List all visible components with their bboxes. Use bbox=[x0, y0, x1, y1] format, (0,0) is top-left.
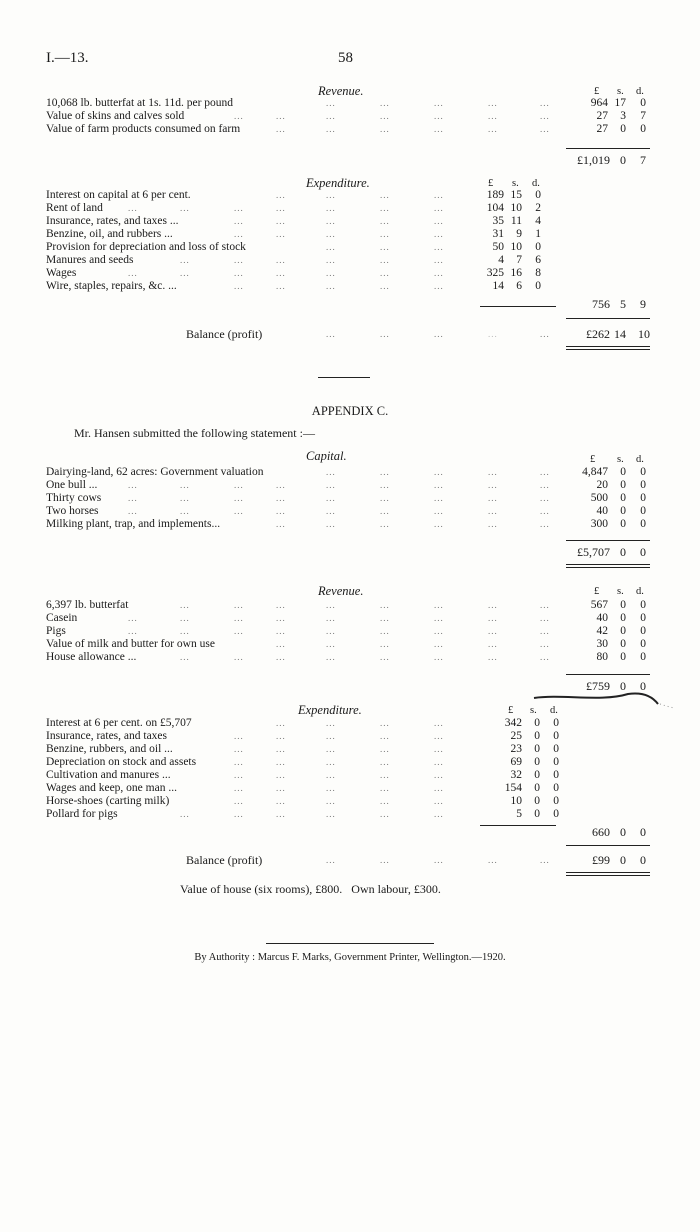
shillings-value: 11 bbox=[510, 215, 522, 227]
row-label: Pollard for pigs bbox=[46, 808, 118, 820]
leader-dots: ... ... ... ... ... ... ... ... ... bbox=[128, 480, 550, 490]
revenue-total-row bbox=[0, 154, 700, 167]
row-label: Interest on capital at 6 per cent. bbox=[46, 189, 191, 201]
appendix-intro: Mr. Hansen submitted the following statement :— bbox=[74, 426, 315, 440]
leader-dots: ... ... ... ... ... ... ... ... ... bbox=[128, 506, 550, 516]
pence-value: 4 bbox=[535, 215, 541, 227]
row-label: Manures and seeds bbox=[46, 254, 134, 266]
pounds-value: 342 bbox=[504, 717, 522, 729]
shillings-value: 0 bbox=[620, 625, 626, 637]
leader-dots: ... ... ... ... ... bbox=[234, 744, 444, 754]
shillings-value: 0 bbox=[620, 123, 626, 135]
row-label: Insurance, rates, and taxes bbox=[46, 730, 168, 742]
rule bbox=[566, 845, 650, 846]
table-row bbox=[0, 625, 700, 638]
row-label: Pigs bbox=[46, 625, 66, 637]
row-label: Benzine, rubbers, and oil ... bbox=[46, 743, 173, 755]
footnote: Value of house (six rooms), £800. Own labour, £300. bbox=[180, 882, 441, 896]
pence-value: 0 bbox=[553, 795, 559, 807]
table-row bbox=[0, 267, 700, 280]
total-shillings: 5 bbox=[620, 297, 626, 311]
rule bbox=[566, 674, 650, 675]
shillings-value: 16 bbox=[510, 267, 522, 279]
total-pence: 9 bbox=[640, 297, 646, 311]
table-row bbox=[0, 479, 700, 492]
pounds-value: 50 bbox=[492, 241, 504, 253]
balance-label: Balance (profit) bbox=[186, 327, 263, 341]
total-shillings: 0 bbox=[620, 679, 626, 693]
row-label: Provision for depreciation and loss of stock bbox=[46, 241, 246, 253]
leader-dots: ... ... ... ... ... ... bbox=[180, 809, 444, 819]
pounds-value: 35 bbox=[492, 215, 504, 227]
row-label: Depreciation on stock and assets bbox=[46, 756, 197, 768]
table-row bbox=[0, 795, 700, 808]
table-row bbox=[0, 110, 700, 123]
pence-value: 1 bbox=[535, 228, 541, 240]
pence-column-head: d. bbox=[636, 86, 644, 97]
page-number: 58 bbox=[338, 50, 353, 66]
leader-dots: ... ... ... ... ... bbox=[326, 98, 550, 108]
table-row bbox=[0, 215, 700, 228]
balance-pence: 10 bbox=[638, 327, 650, 341]
shilling-column-head: s. bbox=[617, 454, 624, 465]
pence-value: 8 bbox=[535, 267, 541, 279]
leader-dots: ... ... ... ... ... ... ... bbox=[128, 203, 444, 213]
pence-column-head: d. bbox=[550, 705, 558, 716]
leader-dots: ... ... ... ... bbox=[276, 718, 444, 728]
row-label: Rent of land bbox=[46, 202, 103, 214]
double-rule bbox=[566, 349, 650, 350]
leader-dots: ... ... ... ... ... bbox=[326, 467, 550, 477]
balance-shillings: 14 bbox=[614, 327, 626, 341]
total-shillings: 0 bbox=[620, 153, 626, 167]
pence-value: 0 bbox=[553, 717, 559, 729]
shilling-column-head: s. bbox=[617, 86, 624, 97]
total-pounds: 660 bbox=[592, 825, 610, 839]
table-row bbox=[0, 808, 700, 821]
pound-column-head: £ bbox=[594, 586, 600, 597]
balance-label: Balance (profit) bbox=[186, 853, 263, 867]
shillings-value: 0 bbox=[534, 756, 540, 768]
leader-dots: ... ... ... ... ... bbox=[234, 216, 444, 226]
pounds-value: 5 bbox=[516, 808, 522, 820]
appendix-title: APPENDIX C. bbox=[311, 404, 389, 418]
row-label: Dairying-land, 62 acres: Government valuation bbox=[46, 466, 264, 478]
table-row bbox=[0, 599, 700, 612]
balance-pounds: £99 bbox=[592, 853, 610, 867]
row-label: Wire, staples, repairs, &c. ... bbox=[46, 280, 177, 292]
pounds-value: 20 bbox=[596, 479, 608, 491]
pounds-value: 300 bbox=[590, 518, 608, 530]
pence-value: 0 bbox=[640, 97, 646, 109]
shillings-value: 7 bbox=[516, 254, 522, 266]
row-label: Value of milk and butter for own use bbox=[46, 638, 215, 650]
rule bbox=[566, 148, 650, 149]
total-shillings: 0 bbox=[620, 545, 626, 559]
table-row bbox=[0, 123, 700, 136]
pound-column-head: £ bbox=[590, 454, 596, 465]
shillings-value: 0 bbox=[620, 599, 626, 611]
pounds-value: 10 bbox=[510, 795, 522, 807]
shillings-value: 0 bbox=[534, 769, 540, 781]
balance-row: Balance (profit) ... ... ... ... ... £262 14 10 bbox=[186, 327, 650, 341]
pence-value: 6 bbox=[535, 254, 541, 266]
table-row bbox=[0, 717, 700, 730]
table-row bbox=[0, 189, 700, 202]
pence-value: 0 bbox=[640, 505, 646, 517]
pence-value: 0 bbox=[553, 808, 559, 820]
pounds-value: 27 bbox=[596, 110, 608, 122]
pence-value: 0 bbox=[640, 599, 646, 611]
leader-dots: ... ... ... ... ... ... ... ... bbox=[180, 600, 550, 610]
row-label: Interest at 6 per cent. on £5,707 bbox=[46, 717, 192, 729]
table-row bbox=[0, 97, 700, 110]
leader-dots: ... ... ... ... ... bbox=[234, 281, 444, 291]
shillings-value: 0 bbox=[620, 466, 626, 478]
table-row bbox=[0, 730, 700, 743]
pounds-value: 27 bbox=[596, 123, 608, 135]
capital-total-row bbox=[0, 546, 700, 559]
total-pounds: £759 bbox=[586, 679, 610, 693]
pound-column-head: £ bbox=[488, 178, 494, 189]
leader-dots: ... ... ... ... ... ... bbox=[276, 639, 550, 649]
shilling-column-head: s. bbox=[530, 705, 537, 716]
row-label: Milking plant, trap, and implements... bbox=[46, 518, 221, 530]
pounds-value: 567 bbox=[590, 599, 608, 611]
expenditure-heading: Expenditure. bbox=[298, 703, 362, 717]
total-pence: 0 bbox=[640, 679, 646, 693]
expenditure-heading: Expenditure. bbox=[306, 176, 370, 190]
row-label: Wages and keep, one man ... bbox=[46, 782, 177, 794]
pounds-value: 4 bbox=[498, 254, 504, 266]
pounds-value: 30 bbox=[596, 638, 608, 650]
leader-dots: ... ... ... ... ... bbox=[234, 770, 444, 780]
expenditure-total-row bbox=[0, 826, 700, 839]
balance-shillings: 0 bbox=[620, 853, 626, 867]
shillings-value: 0 bbox=[534, 730, 540, 742]
capital-heading: Capital. bbox=[306, 449, 347, 463]
shilling-column-head: s. bbox=[512, 178, 519, 189]
pounds-value: 23 bbox=[510, 743, 522, 755]
leader-dots: ... ... ... ... ... ... ... ... bbox=[180, 652, 550, 662]
shillings-value: 3 bbox=[620, 110, 626, 122]
shillings-value: 0 bbox=[534, 717, 540, 729]
balance-row: Balance (profit) ... ... ... ... ... £99 0 0 bbox=[186, 853, 646, 867]
shillings-value: 0 bbox=[620, 479, 626, 491]
row-label: Two horses bbox=[46, 505, 99, 517]
double-rule bbox=[566, 567, 650, 568]
table-row bbox=[0, 280, 700, 293]
total-shillings: 0 bbox=[620, 825, 626, 839]
pounds-value: 4,847 bbox=[582, 466, 608, 478]
shillings-value: 0 bbox=[534, 808, 540, 820]
total-pence: 0 bbox=[640, 545, 646, 559]
shillings-value: 10 bbox=[510, 202, 522, 214]
shillings-value: 0 bbox=[620, 612, 626, 624]
pounds-value: 500 bbox=[590, 492, 608, 504]
table-row bbox=[0, 612, 700, 625]
balance-pounds: £262 bbox=[586, 327, 610, 341]
leader-dots: ... ... ... ... ... ... ... bbox=[128, 268, 444, 278]
table-row bbox=[0, 518, 700, 531]
total-pounds: £5,707 bbox=[577, 545, 610, 559]
table-row bbox=[0, 492, 700, 505]
table-row bbox=[0, 505, 700, 518]
rule bbox=[566, 318, 650, 319]
leader-dots: ... ... ... ... ... ... ... ... ... bbox=[128, 626, 550, 636]
shillings-value: 0 bbox=[620, 505, 626, 517]
pence-value: 0 bbox=[640, 638, 646, 650]
pence-value: 0 bbox=[535, 189, 541, 201]
pence-column-head: d. bbox=[636, 586, 644, 597]
pence-value: 0 bbox=[640, 625, 646, 637]
table-row bbox=[0, 756, 700, 769]
shillings-value: 10 bbox=[510, 241, 522, 253]
table-row bbox=[0, 254, 700, 267]
shillings-value: 6 bbox=[516, 280, 522, 292]
pounds-value: 25 bbox=[510, 730, 522, 742]
pound-column-head: £ bbox=[508, 705, 514, 716]
table-row bbox=[0, 202, 700, 215]
table-row bbox=[0, 651, 700, 664]
printer-imprint: By Authority : Marcus F. Marks, Government Printer, Wellington.—1920. bbox=[194, 952, 506, 963]
pence-value: 0 bbox=[535, 241, 541, 253]
pence-value: 2 bbox=[535, 202, 541, 214]
row-label: Value of skins and calves sold bbox=[46, 110, 185, 122]
pounds-value: 69 bbox=[510, 756, 522, 768]
pounds-value: 40 bbox=[596, 505, 608, 517]
total-pounds: 756 bbox=[592, 297, 610, 311]
table-row bbox=[0, 466, 700, 479]
leader-dots: ... ... ... ... ... ... bbox=[276, 519, 550, 529]
leader-dots: ... ... ... ... ... ... bbox=[180, 255, 444, 265]
double-rule bbox=[566, 346, 650, 347]
imprint-rule bbox=[266, 943, 434, 944]
row-label: Wages bbox=[46, 267, 77, 279]
leader-dots: ... ... ... ... ... ... ... ... ... bbox=[128, 613, 550, 623]
pence-value: 0 bbox=[640, 492, 646, 504]
total-pence: 0 bbox=[640, 825, 646, 839]
double-rule bbox=[566, 872, 650, 873]
pence-value: 0 bbox=[553, 730, 559, 742]
leader-dots: ... ... ... bbox=[326, 242, 444, 252]
leader-dots: ... ... ... ... ... bbox=[234, 783, 444, 793]
pence-value: 0 bbox=[553, 743, 559, 755]
balance-pence: 0 bbox=[640, 853, 646, 867]
pence-value: 0 bbox=[640, 612, 646, 624]
shillings-value: 0 bbox=[620, 651, 626, 663]
row-label: One bull ... bbox=[46, 479, 98, 491]
row-label: Value of farm products consumed on farm bbox=[46, 123, 241, 135]
revenue-heading: Revenue. bbox=[318, 584, 364, 598]
pounds-value: 154 bbox=[504, 782, 522, 794]
shillings-value: 15 bbox=[510, 189, 522, 201]
shillings-value: 0 bbox=[620, 638, 626, 650]
shillings-value: 0 bbox=[534, 743, 540, 755]
pence-value: 0 bbox=[640, 651, 646, 663]
pounds-value: 31 bbox=[492, 228, 504, 240]
row-label: Cultivation and manures ... bbox=[46, 769, 171, 781]
pence-value: 7 bbox=[640, 110, 646, 122]
pence-value: 0 bbox=[553, 756, 559, 768]
rule bbox=[566, 540, 650, 541]
leader-dots: ... ... ... ... ... bbox=[234, 757, 444, 767]
row-label: Benzine, oil, and rubbers ... bbox=[46, 228, 173, 240]
pounds-value: 80 bbox=[596, 651, 608, 663]
pence-value: 0 bbox=[640, 123, 646, 135]
shillings-value: 0 bbox=[620, 518, 626, 530]
leader-dots: ... ... ... ... ... bbox=[234, 731, 444, 741]
leader-dots: ... ... ... ... ... ... ... bbox=[234, 111, 550, 121]
shillings-value: 0 bbox=[534, 795, 540, 807]
shilling-column-head: s. bbox=[617, 586, 624, 597]
row-label: 6,397 lb. butterfat bbox=[46, 599, 129, 611]
leader-dots: ... ... ... ... ... bbox=[234, 229, 444, 239]
pence-value: 0 bbox=[640, 479, 646, 491]
table-row bbox=[0, 228, 700, 241]
shillings-value: 0 bbox=[620, 492, 626, 504]
document-reference: I.—13. bbox=[46, 50, 89, 66]
double-rule bbox=[566, 564, 650, 565]
row-label: 10,068 lb. butterfat at 1s. 11d. per pound bbox=[46, 97, 234, 109]
shillings-value: 9 bbox=[516, 228, 522, 240]
expenditure-total-row bbox=[0, 298, 700, 311]
pence-column-head: d. bbox=[532, 178, 540, 189]
pounds-value: 32 bbox=[510, 769, 522, 781]
table-row bbox=[0, 769, 700, 782]
row-label: House allowance ... bbox=[46, 651, 137, 663]
pence-column-head: d. bbox=[636, 454, 644, 465]
total-pounds: £1,019 bbox=[577, 153, 610, 167]
pounds-value: 40 bbox=[596, 612, 608, 624]
table-row bbox=[0, 638, 700, 651]
pence-value: 0 bbox=[640, 518, 646, 530]
total-pence: 7 bbox=[640, 153, 646, 167]
leader-dots: ... ... ... ... ... bbox=[234, 796, 444, 806]
pounds-value: 964 bbox=[590, 97, 608, 109]
pence-value: 0 bbox=[553, 782, 559, 794]
pounds-value: 42 bbox=[596, 625, 608, 637]
table-row bbox=[0, 241, 700, 254]
pounds-value: 325 bbox=[486, 267, 504, 279]
row-label: Thirty cows bbox=[46, 492, 102, 504]
section-divider bbox=[318, 377, 370, 378]
row-label: Horse-shoes (carting milk) bbox=[46, 795, 170, 807]
pounds-value: 104 bbox=[486, 202, 504, 214]
double-rule bbox=[566, 875, 650, 876]
pounds-value: 189 bbox=[486, 189, 504, 201]
shillings-value: 0 bbox=[534, 782, 540, 794]
pence-value: 0 bbox=[640, 466, 646, 478]
leader-dots: ... ... ... ... ... ... ... ... ... bbox=[128, 493, 550, 503]
table-row bbox=[0, 743, 700, 756]
pence-value: 0 bbox=[535, 280, 541, 292]
leader-dots: ... ... ... ... bbox=[276, 190, 444, 200]
row-label: Casein bbox=[46, 612, 78, 624]
pence-value: 0 bbox=[553, 769, 559, 781]
pound-column-head: £ bbox=[594, 86, 600, 97]
leader-dots: ... ... ... ... ... ... bbox=[276, 124, 550, 134]
shillings-value: 17 bbox=[614, 97, 626, 109]
row-label: Insurance, rates, and taxes ... bbox=[46, 215, 179, 227]
revenue-heading: Revenue. bbox=[318, 84, 364, 98]
table-row bbox=[0, 782, 700, 795]
pounds-value: 14 bbox=[492, 280, 504, 292]
